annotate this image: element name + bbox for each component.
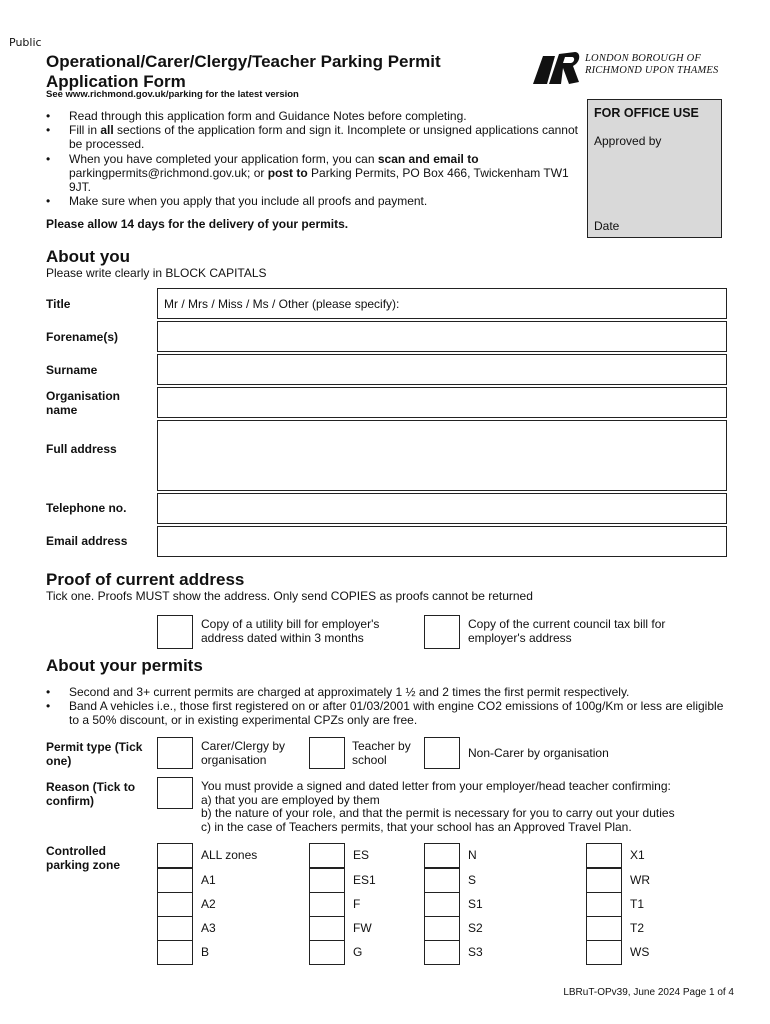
zone-checkbox-g[interactable]	[309, 940, 345, 965]
instruction-item: • When you have completed your application form, you can scan and email to parkingpermits@richmond.gov.uk; or post to Parking Permits, PO Box 466, Twickenham TW1 9JT.	[46, 152, 586, 195]
zone-checkbox-a3[interactable]	[157, 916, 193, 941]
reason-text	[201, 780, 721, 834]
zone-checkbox-t2[interactable]	[586, 916, 622, 941]
permit-type-label: Permit type (Tick one)	[46, 740, 143, 768]
zone-checkbox-b[interactable]	[157, 940, 193, 965]
permits-heading: About your permits	[46, 656, 203, 675]
reason-c: c) in the case of Teachers permits, that your school has an Approved Travel Plan.	[201, 819, 632, 834]
zone-checkbox-a2[interactable]	[157, 892, 193, 917]
zone-checkbox-s[interactable]	[424, 868, 460, 893]
zone-checkbox-es1[interactable]	[309, 868, 345, 893]
council-crest-icon	[527, 48, 585, 88]
approved-by-label: Approved by	[594, 134, 662, 148]
council-logo	[527, 48, 727, 88]
zone-label-f: F	[353, 897, 361, 911]
permit-type-noncarer-label: Non-Carer by organisation	[468, 746, 609, 760]
organisation-label: Organisation name	[46, 389, 121, 417]
title-field[interactable]	[157, 288, 727, 319]
zone-label: Controlled parking zone	[46, 844, 121, 872]
instruction-item: • Read through this application form and Guidance Notes before completing.	[46, 109, 586, 123]
organisation-field[interactable]	[157, 387, 727, 418]
footer-reference: LBRuT-OPv39, June 2024 Page 1 of 4	[563, 987, 734, 998]
zone-label-fw: FW	[353, 921, 372, 935]
permit-type-carer-checkbox[interactable]	[157, 737, 193, 769]
zone-checkbox-n[interactable]	[424, 843, 460, 868]
instruction-item: • Fill in all sections of the application form and sign it. Incomplete or unsigned applications cannot be processed.	[46, 123, 586, 151]
permit-notes	[46, 685, 726, 727]
zone-checkbox-f[interactable]	[309, 892, 345, 917]
permit-note: • Band A vehicles i.e., those first registered on or after 01/03/2001 with engine CO2 emissions of 100g/Km or less are eligible to a 50% discount, or in existing experimental CPZs only are free.	[46, 699, 726, 727]
forenames-label: Forename(s)	[46, 330, 119, 344]
zone-label-s: S	[468, 873, 477, 887]
reason-label: Reason (Tick to confirm)	[46, 780, 136, 808]
forenames-field[interactable]	[157, 321, 727, 352]
zone-checkbox-all-zones[interactable]	[157, 843, 193, 868]
zone-checkbox-wr[interactable]	[586, 868, 622, 893]
form-title: Operational/Carer/Clergy/Teacher Parking Permit Application Form	[46, 52, 441, 91]
zone-label-s3: S3	[468, 945, 483, 959]
surname-label: Surname	[46, 363, 98, 377]
zone-label-a2: A2	[201, 897, 216, 911]
classification-label: Public	[9, 36, 42, 49]
proof-note: Tick one. Proofs MUST show the address. Only send COPIES as proofs cannot be returned	[46, 589, 533, 603]
zone-label-x1: X1	[630, 848, 645, 862]
zone-checkbox-ws[interactable]	[586, 940, 622, 965]
office-use-heading: FOR OFFICE USE	[594, 106, 699, 120]
zone-checkbox-a1[interactable]	[157, 868, 193, 893]
date-label: Date	[594, 219, 620, 233]
zone-label-g: G	[353, 945, 363, 959]
proof-utility-label: Copy of a utility bill for employer's address dated within 3 months	[201, 617, 380, 645]
proof-utility-checkbox[interactable]	[157, 615, 193, 649]
zone-checkbox-s3[interactable]	[424, 940, 460, 965]
zone-checkbox-s1[interactable]	[424, 892, 460, 917]
reason-b: b) the nature of your role, and that the permit is necessary for you to carry out your duties	[201, 806, 675, 820]
permit-type-noncarer-checkbox[interactable]	[424, 737, 460, 769]
permit-note: • Second and 3+ current permits are charged at approximately 1 ½ and 2 times the first permit respectively.	[46, 685, 726, 699]
zone-label-b: B	[201, 945, 210, 959]
zone-checkbox-s2[interactable]	[424, 916, 460, 941]
email-label: Email address	[46, 534, 128, 548]
zone-checkbox-t1[interactable]	[586, 892, 622, 917]
proof-council-tax-checkbox[interactable]	[424, 615, 460, 649]
zone-label-all-zones: ALL zones	[201, 848, 258, 862]
reason-confirm-checkbox[interactable]	[157, 777, 193, 809]
email-field[interactable]	[157, 526, 727, 557]
zone-checkbox-fw[interactable]	[309, 916, 345, 941]
address-label: Full address	[46, 442, 117, 456]
zone-checkbox-es[interactable]	[309, 843, 345, 868]
zone-label-s1: S1	[468, 897, 483, 911]
zone-label-es: ES	[353, 848, 370, 862]
permit-type-carer-label: Carer/Clergy by organisation	[201, 739, 286, 767]
logo-line-1: LONDON BOROUGH OF	[585, 53, 701, 64]
reason-intro: You must provide a signed and dated letter from your employer/head teacher confirming:	[201, 779, 671, 793]
proof-council-tax-label: Copy of the current council tax bill for employer's address	[468, 617, 666, 645]
proof-heading: Proof of current address	[46, 570, 245, 589]
surname-field[interactable]	[157, 354, 727, 385]
about-you-heading: About you	[46, 247, 131, 266]
instructions	[46, 109, 586, 208]
logo-line-2: RICHMOND UPON THAMES	[585, 65, 719, 76]
delivery-notice: Please allow 14 days for the delivery of your permits.	[46, 217, 349, 231]
title-label: Title	[46, 297, 71, 311]
about-you-note: Please write clearly in BLOCK CAPITALS	[46, 266, 267, 280]
zone-label-n: N	[468, 848, 477, 862]
zone-label-es1: ES1	[353, 873, 376, 887]
permit-type-teacher-label: Teacher by school	[352, 739, 411, 767]
permit-type-teacher-checkbox[interactable]	[309, 737, 345, 769]
title-options: Mr / Mrs / Miss / Ms / Other (please specify):	[164, 297, 400, 311]
zone-label-a3: A3	[201, 921, 216, 935]
office-use-box	[587, 99, 722, 238]
zone-label-s2: S2	[468, 921, 483, 935]
zone-label-ws: WS	[630, 945, 650, 959]
zone-label-t1: T1	[630, 897, 645, 911]
zone-label-wr: WR	[630, 873, 650, 887]
telephone-field[interactable]	[157, 493, 727, 524]
form-subtitle: See www.richmond.gov.uk/parking for the latest version	[46, 89, 299, 100]
telephone-label: Telephone no.	[46, 501, 127, 515]
address-field[interactable]	[157, 420, 727, 491]
zone-checkbox-x1[interactable]	[586, 843, 622, 868]
instruction-item: • Make sure when you apply that you include all proofs and payment.	[46, 194, 586, 208]
zone-label-t2: T2	[630, 921, 645, 935]
zone-label-a1: A1	[201, 873, 216, 887]
reason-a: a) that you are employed by them	[201, 792, 380, 807]
